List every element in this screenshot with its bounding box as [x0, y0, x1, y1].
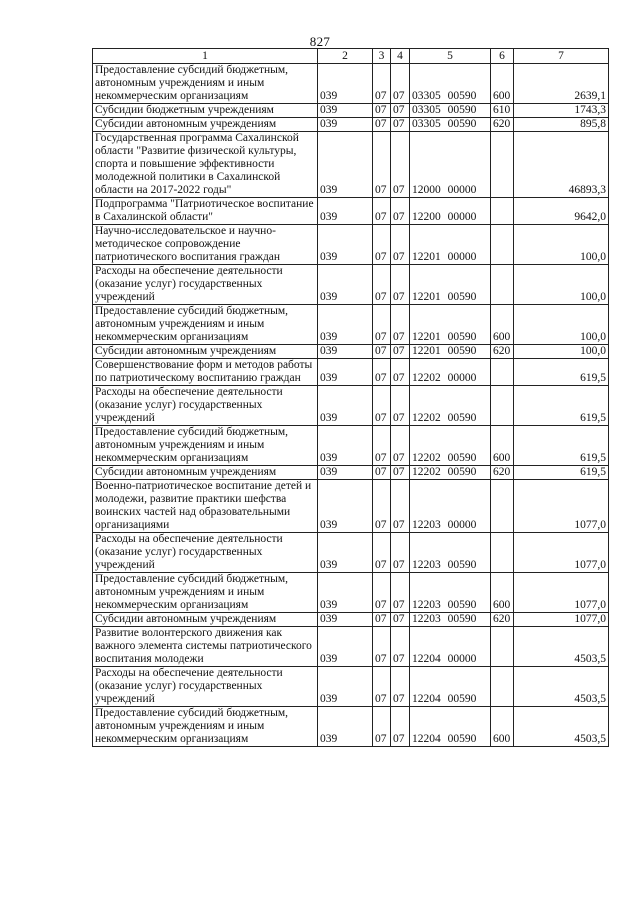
subsection-code: 07 — [391, 386, 410, 426]
table-row — [93, 667, 609, 707]
table-header-row — [93, 49, 609, 64]
subsection-code: 07 — [391, 426, 410, 466]
grbs-code: 039 — [318, 386, 373, 426]
section-code: 07 — [373, 667, 391, 707]
item-name: Предоставление субсидий бюджетным, автономным учреждениям и иным некоммерческим организациям — [93, 426, 318, 466]
table-row — [93, 265, 609, 305]
table-row — [93, 386, 609, 426]
item-name: Расходы на обеспечение деятельности (оказание услуг) государственных учреждений — [93, 265, 318, 305]
expense-type-code — [491, 359, 514, 386]
section-code: 07 — [373, 198, 391, 225]
item-name: Предоставление субсидий бюджетным, автономным учреждениям и иным некоммерческим организациям — [93, 64, 318, 104]
target-article-code: 12202 00590 — [410, 466, 491, 480]
expense-type-code — [491, 533, 514, 573]
section-code: 07 — [373, 707, 391, 747]
subsection-code: 07 — [391, 132, 410, 198]
item-name: Предоставление субсидий бюджетным, автономным учреждениям и иным некоммерческим организациям — [93, 707, 318, 747]
target-article-code: 12201 00590 — [410, 305, 491, 345]
section-code: 07 — [373, 480, 391, 533]
amount: 1077,0 — [514, 573, 609, 613]
grbs-code: 039 — [318, 613, 373, 627]
target-article-code: 12204 00590 — [410, 707, 491, 747]
grbs-code: 039 — [318, 359, 373, 386]
amount: 619,5 — [514, 386, 609, 426]
section-code: 07 — [373, 104, 391, 118]
subsection-code: 07 — [391, 345, 410, 359]
table-row — [93, 627, 609, 667]
subsection-code: 07 — [391, 359, 410, 386]
section-code: 07 — [373, 305, 391, 345]
section-code: 07 — [373, 627, 391, 667]
item-name: Расходы на обеспечение деятельности (оказание услуг) государственных учреждений — [93, 386, 318, 426]
target-article-code: 03305 00590 — [410, 64, 491, 104]
grbs-code: 039 — [318, 118, 373, 132]
expense-type-code — [491, 265, 514, 305]
amount: 100,0 — [514, 345, 609, 359]
section-code: 07 — [373, 386, 391, 426]
grbs-code: 039 — [318, 667, 373, 707]
amount: 619,5 — [514, 359, 609, 386]
table-row — [93, 64, 609, 104]
target-article-code: 03305 00590 — [410, 104, 491, 118]
amount: 1077,0 — [514, 613, 609, 627]
amount: 4503,5 — [514, 707, 609, 747]
amount: 100,0 — [514, 265, 609, 305]
section-code: 07 — [373, 613, 391, 627]
header-cell: 5 — [410, 49, 491, 64]
table-row — [93, 118, 609, 132]
header-cell: 4 — [391, 49, 410, 64]
item-name: Государственная программа Сахалинской области "Развитие физической культуры, спорта и повышение эффективности молодежной политики в Сахалинской области на 2017-2022 годы" — [93, 132, 318, 198]
subsection-code: 07 — [391, 573, 410, 613]
section-code: 07 — [373, 466, 391, 480]
target-article-code: 12203 00590 — [410, 613, 491, 627]
section-code: 07 — [373, 132, 391, 198]
grbs-code: 039 — [318, 64, 373, 104]
section-code: 07 — [373, 533, 391, 573]
header-cell: 2 — [318, 49, 373, 64]
subsection-code: 07 — [391, 667, 410, 707]
amount: 4503,5 — [514, 667, 609, 707]
budget-table — [92, 48, 609, 747]
target-article-code: 12202 00590 — [410, 386, 491, 426]
grbs-code: 039 — [318, 707, 373, 747]
expense-type-code — [491, 627, 514, 667]
item-name: Научно-исследовательское и научно-методическое сопровождение патриотического воспитания граждан — [93, 225, 318, 265]
table-row — [93, 104, 609, 118]
amount: 100,0 — [514, 305, 609, 345]
expense-type-code: 600 — [491, 573, 514, 613]
subsection-code: 07 — [391, 198, 410, 225]
amount: 895,8 — [514, 118, 609, 132]
expense-type-code: 620 — [491, 466, 514, 480]
expense-type-code — [491, 386, 514, 426]
amount: 619,5 — [514, 466, 609, 480]
target-article-code: 03305 00590 — [410, 118, 491, 132]
table-row — [93, 466, 609, 480]
target-article-code: 12202 00000 — [410, 359, 491, 386]
item-name: Субсидии автономным учреждениям — [93, 613, 318, 627]
expense-type-code — [491, 225, 514, 265]
amount: 100,0 — [514, 225, 609, 265]
section-code: 07 — [373, 265, 391, 305]
subsection-code: 07 — [391, 225, 410, 265]
grbs-code: 039 — [318, 104, 373, 118]
expense-type-code — [491, 132, 514, 198]
target-article-code: 12202 00590 — [410, 426, 491, 466]
expense-type-code — [491, 667, 514, 707]
item-name: Предоставление субсидий бюджетным, автономным учреждениям и иным некоммерческим организациям — [93, 305, 318, 345]
section-code: 07 — [373, 359, 391, 386]
section-code: 07 — [373, 573, 391, 613]
item-name: Военно-патриотическое воспитание детей и молодежи, развитие практики шефства воинских частей над образовательными организациями — [93, 480, 318, 533]
target-article-code: 12201 00590 — [410, 265, 491, 305]
amount: 9642,0 — [514, 198, 609, 225]
target-article-code: 12203 00590 — [410, 573, 491, 613]
expense-type-code: 620 — [491, 345, 514, 359]
expense-type-code: 620 — [491, 613, 514, 627]
amount: 1077,0 — [514, 533, 609, 573]
table-row — [93, 132, 609, 198]
amount: 619,5 — [514, 426, 609, 466]
subsection-code: 07 — [391, 265, 410, 305]
page-number: 827 — [309, 34, 331, 49]
header-cell: 3 — [373, 49, 391, 64]
item-name: Предоставление субсидий бюджетным, автономным учреждениям и иным некоммерческим организациям — [93, 573, 318, 613]
target-article-code: 12201 00000 — [410, 225, 491, 265]
table-row — [93, 573, 609, 613]
table-row — [93, 707, 609, 747]
subsection-code: 07 — [391, 480, 410, 533]
subsection-code: 07 — [391, 707, 410, 747]
section-code: 07 — [373, 225, 391, 265]
subsection-code: 07 — [391, 466, 410, 480]
subsection-code: 07 — [391, 118, 410, 132]
table-row — [93, 426, 609, 466]
expense-type-code: 610 — [491, 104, 514, 118]
expense-type-code: 620 — [491, 118, 514, 132]
section-code: 07 — [373, 426, 391, 466]
target-article-code: 12204 00000 — [410, 627, 491, 667]
subsection-code: 07 — [391, 305, 410, 345]
expense-type-code — [491, 480, 514, 533]
grbs-code: 039 — [318, 345, 373, 359]
amount: 4503,5 — [514, 627, 609, 667]
item-name: Подпрограмма "Патриотическое воспитание в Сахалинской области" — [93, 198, 318, 225]
target-article-code: 12203 00000 — [410, 480, 491, 533]
subsection-code: 07 — [391, 613, 410, 627]
grbs-code: 039 — [318, 533, 373, 573]
subsection-code: 07 — [391, 104, 410, 118]
subsection-code: 07 — [391, 533, 410, 573]
item-name: Расходы на обеспечение деятельности (оказание услуг) государственных учреждений — [93, 667, 318, 707]
grbs-code: 039 — [318, 627, 373, 667]
target-article-code: 12204 00590 — [410, 667, 491, 707]
item-name: Расходы на обеспечение деятельности (оказание услуг) государственных учреждений — [93, 533, 318, 573]
grbs-code: 039 — [318, 198, 373, 225]
grbs-code: 039 — [318, 426, 373, 466]
subsection-code: 07 — [391, 64, 410, 104]
table-row — [93, 305, 609, 345]
table-row — [93, 480, 609, 533]
amount: 46893,3 — [514, 132, 609, 198]
header-cell: 1 — [93, 49, 318, 64]
item-name: Субсидии автономным учреждениям — [93, 118, 318, 132]
amount: 1743,3 — [514, 104, 609, 118]
item-name: Субсидии автономным учреждениям — [93, 466, 318, 480]
grbs-code: 039 — [318, 466, 373, 480]
expense-type-code: 600 — [491, 64, 514, 104]
header-cell: 7 — [514, 49, 609, 64]
expense-type-code: 600 — [491, 426, 514, 466]
item-name: Развитие волонтерского движения как важного элемента системы патриотического воспитания молодежи — [93, 627, 318, 667]
expense-type-code — [491, 198, 514, 225]
grbs-code: 039 — [318, 225, 373, 265]
table-row — [93, 613, 609, 627]
expense-type-code: 600 — [491, 707, 514, 747]
item-name: Субсидии бюджетным учреждениям — [93, 104, 318, 118]
grbs-code: 039 — [318, 305, 373, 345]
item-name: Субсидии автономным учреждениям — [93, 345, 318, 359]
section-code: 07 — [373, 64, 391, 104]
section-code: 07 — [373, 345, 391, 359]
grbs-code: 039 — [318, 573, 373, 613]
grbs-code: 039 — [318, 132, 373, 198]
target-article-code: 12201 00590 — [410, 345, 491, 359]
target-article-code: 12000 00000 — [410, 132, 491, 198]
section-code: 07 — [373, 118, 391, 132]
item-name: Совершенствование форм и методов работы по патриотическому воспитанию граждан — [93, 359, 318, 386]
table-row — [93, 533, 609, 573]
grbs-code: 039 — [318, 480, 373, 533]
amount: 1077,0 — [514, 480, 609, 533]
expense-type-code: 600 — [491, 305, 514, 345]
table-row — [93, 359, 609, 386]
target-article-code: 12203 00590 — [410, 533, 491, 573]
table-row — [93, 345, 609, 359]
amount: 2639,1 — [514, 64, 609, 104]
table-row — [93, 198, 609, 225]
target-article-code: 12200 00000 — [410, 198, 491, 225]
subsection-code: 07 — [391, 627, 410, 667]
grbs-code: 039 — [318, 265, 373, 305]
header-cell: 6 — [491, 49, 514, 64]
table-row — [93, 225, 609, 265]
